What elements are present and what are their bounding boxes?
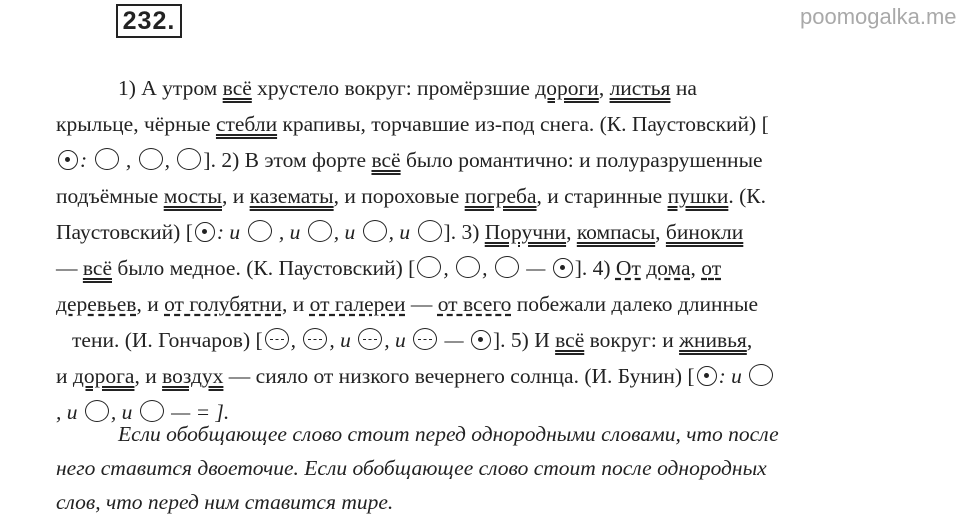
generalizing-word-circle-icon <box>697 366 717 386</box>
exercise-number: 232. <box>116 4 182 38</box>
subject: всё <box>222 76 252 100</box>
adverbial: От дома <box>615 256 691 280</box>
rule-line: Если обобщающее слово стоит перед однородными словами, что после <box>118 422 779 446</box>
homogeneous-circle-icon <box>417 256 441 278</box>
subject: жнивья <box>679 328 747 352</box>
subject: воздух <box>162 364 224 388</box>
subject: листья <box>609 76 671 100</box>
homogeneous-circle-icon <box>418 220 442 242</box>
homogeneous-circle-icon <box>495 256 519 278</box>
adverbial: деревьев <box>56 292 137 316</box>
homogeneous-circle-icon <box>308 220 332 242</box>
adverbial-circle-icon <box>265 328 289 350</box>
subject: пушки <box>667 184 729 208</box>
homogeneous-circle-icon <box>749 364 773 386</box>
subject: всё <box>555 328 585 352</box>
text-line: — всё было медное. (К. Паустовский) [ , , — ]. 4) От дома, от <box>56 256 722 280</box>
text-line: , и , и — = ]. <box>56 400 230 424</box>
adverbial-circle-icon <box>358 328 382 350</box>
text-line: подъёмные мосты, и казематы, и пороховые погреба, и старинные пушки. (К. <box>56 184 766 208</box>
adverbial: от галереи <box>309 292 406 316</box>
subject: дорога <box>72 364 135 388</box>
homogeneous-circle-icon <box>139 148 163 170</box>
subject: погреба <box>464 184 537 208</box>
homogeneous-circle-icon <box>95 148 119 170</box>
subject: Поручни <box>484 220 567 244</box>
text-line: : , , ]. 2) В этом форте всё было романтично: и полуразрушенные <box>56 146 763 174</box>
text-line: 1) А утром всё хрустело вокруг: промёрзшие дороги, листья на <box>118 76 697 100</box>
text-line: крыльце, чёрные стебли крапивы, торчавшие из-под снега. (К. Паустовский) [ <box>56 112 769 136</box>
adverbial: от голубятни <box>164 292 282 316</box>
homogeneous-circle-icon <box>140 400 164 422</box>
adverbial: от всего <box>437 292 512 316</box>
text-line: деревьев, и от голубятни, и от галереи — от всего побежали далеко длинные <box>56 292 758 316</box>
generalizing-word-circle-icon <box>195 222 215 242</box>
subject: дороги <box>535 76 599 100</box>
site-watermark: poomogalka.me <box>800 4 957 29</box>
generalizing-word-circle-icon <box>58 150 78 170</box>
adverbial-circle-icon <box>303 328 327 350</box>
subject: бинокли <box>665 220 744 244</box>
generalizing-word-circle-icon <box>553 258 573 278</box>
rule-line: него ставится двоеточие. Если обобщающее слово стоит после однородных <box>56 456 767 480</box>
subject: всё <box>82 256 112 280</box>
generalizing-word-circle-icon <box>471 330 491 350</box>
text-line: и дорога, и воздух — сияло от низкого вечернего солнца. (И. Бунин) [ : и <box>56 362 775 390</box>
adverbial-circle-icon <box>413 328 437 350</box>
text-line: тени. (И. Гончаров) [ , , и , и — ]. 5) И всё вокруг: и жнивья, <box>72 328 753 352</box>
subject: казематы <box>249 184 334 208</box>
subject: компасы <box>576 220 656 244</box>
subject: мосты <box>163 184 222 208</box>
subject: стебли <box>215 112 278 136</box>
homogeneous-circle-icon <box>85 400 109 422</box>
homogeneous-circle-icon <box>363 220 387 242</box>
homogeneous-circle-icon <box>177 148 201 170</box>
subject: всё <box>371 148 401 172</box>
homogeneous-circle-icon <box>248 220 272 242</box>
text-line: Паустовский) [ : и , и , и , и ]. 3) Поручни, компасы, бинокли <box>56 220 744 244</box>
adverbial: от <box>701 256 722 280</box>
homogeneous-circle-icon <box>456 256 480 278</box>
rule-line: слов, что перед ним ставится тире. <box>56 490 394 514</box>
